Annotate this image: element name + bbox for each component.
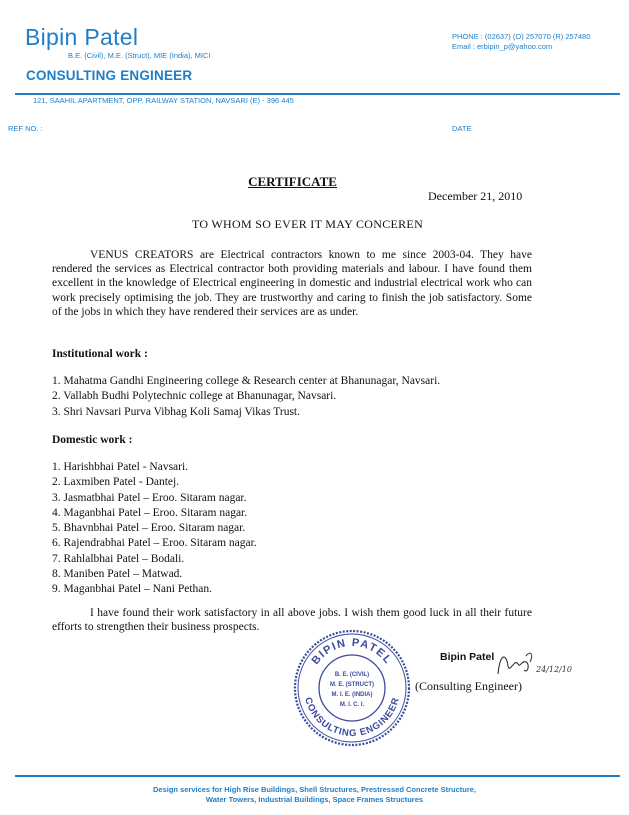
letterhead-title: CONSULTING ENGINEER <box>26 68 193 83</box>
seal-bottom-text: CONSULTING ENGINEER <box>302 695 402 740</box>
footer <box>0 785 629 805</box>
footer-line: Design services for High Rise Buildings, Shell Structures, Prestressed Concrete Structure, <box>152 785 477 794</box>
list-item: 6. Rajendrabhai Patel – Eroo. Sitaram nagar. <box>52 537 257 550</box>
phone-text: PHONE : (02637) (O) 257070 (R) 257480 <box>452 32 591 41</box>
signatory-name: Bipin Patel <box>440 651 495 663</box>
institutional-heading: Institutional work : <box>52 348 148 360</box>
email-text: Email : erbipin_p@yahoo.com <box>452 42 553 51</box>
list-item: 1. Harishbhai Patel - Navsari. <box>52 461 189 473</box>
certificate-title: CERTIFICATE <box>248 174 337 189</box>
seal-line: M. I. C. I. <box>339 702 365 708</box>
bottom-divider <box>15 775 620 777</box>
list-item: 5. Bhavnbhai Patel – Eroo. Sitaram nagar. <box>52 522 246 535</box>
signature-date: 24/12/10 <box>536 665 572 674</box>
list-item: 3. Shri Navsari Purva Vibhag Koli Samaj Vikas Trust. <box>52 405 301 418</box>
body-paragraph: VENUS CREATORS are Electrical contractors known to me since 2003-04. They have rendered the services as Electrical contractor both providing materials and labour. I have found them excellent in the knowledge of Electrical engineering in domestic and industrial electrical work who can work precisely optimising the job. They are trustworthy and caring to finish the job satisfactory. Some of the jobs in which they have rendered their services are as under. <box>52 249 532 318</box>
domestic-heading: Domestic work : <box>52 434 133 446</box>
letterhead-name: Bipin Patel <box>25 24 139 50</box>
seal-line: M. I. E. (INDIA) <box>331 692 373 698</box>
closing-paragraph: I have found their work satisfactory in all above jobs. I wish them good luck in all their future efforts to strengthen their business prospects. <box>52 607 532 634</box>
handwritten-signature <box>492 644 572 684</box>
seal-top-text: BIPIN PATEL <box>309 636 395 667</box>
list-item: 9. Maganbhai Patel – Nani Pethan. <box>52 583 213 596</box>
letterhead-address: 121, SAAHIL APARTMENT, OPP. RAILWAY STATION, NAVSARI (E) - 396 445 <box>33 96 294 105</box>
footer-line: Water Towers, Industrial Buildings, Space Frames Structures <box>205 795 424 804</box>
top-divider <box>15 93 620 95</box>
list-item: 2. Laxmiben Patel - Dantej. <box>52 476 180 489</box>
letterhead-qualifications: B.E. (Civil), M.E. (Struct), MIE (India), MICI <box>68 51 211 60</box>
list-item: 1. Mahatma Gandhi Engineering college & Research center at Bhanunagar, Navsari. <box>52 375 441 387</box>
list-item: 8. Maniben Patel – Matwad. <box>52 568 183 581</box>
domestic-list <box>52 460 257 598</box>
company-seal <box>292 628 412 748</box>
seal-line: M. E. (STRUCT) <box>330 682 374 688</box>
salutation: TO WHOM SO EVER IT MAY CONCEREN <box>191 217 424 231</box>
institutional-list <box>52 374 440 420</box>
seal-line: B. E. (CIVIL) <box>334 672 370 678</box>
svg-text:BIPIN PATEL <box>310 637 395 667</box>
signatory-title: (Consulting Engineer) <box>415 679 522 693</box>
list-item: 7. Rahlalbhai Patel – Bodali. <box>52 552 185 565</box>
ref-label: REF NO. : <box>8 124 43 133</box>
letterhead-contact <box>452 32 590 52</box>
list-item: 4. Maganbhai Patel – Eroo. Sitaram nagar. <box>52 506 248 519</box>
certificate-date: December 21, 2010 <box>428 189 523 203</box>
list-item: 2. Vallabh Budhi Polytechnic college at Bhanunagar, Navsari. <box>52 390 337 403</box>
list-item: 3. Jasmatbhai Patel – Eroo. Sitaram nagar. <box>52 491 247 504</box>
date-label: DATE <box>452 124 472 133</box>
